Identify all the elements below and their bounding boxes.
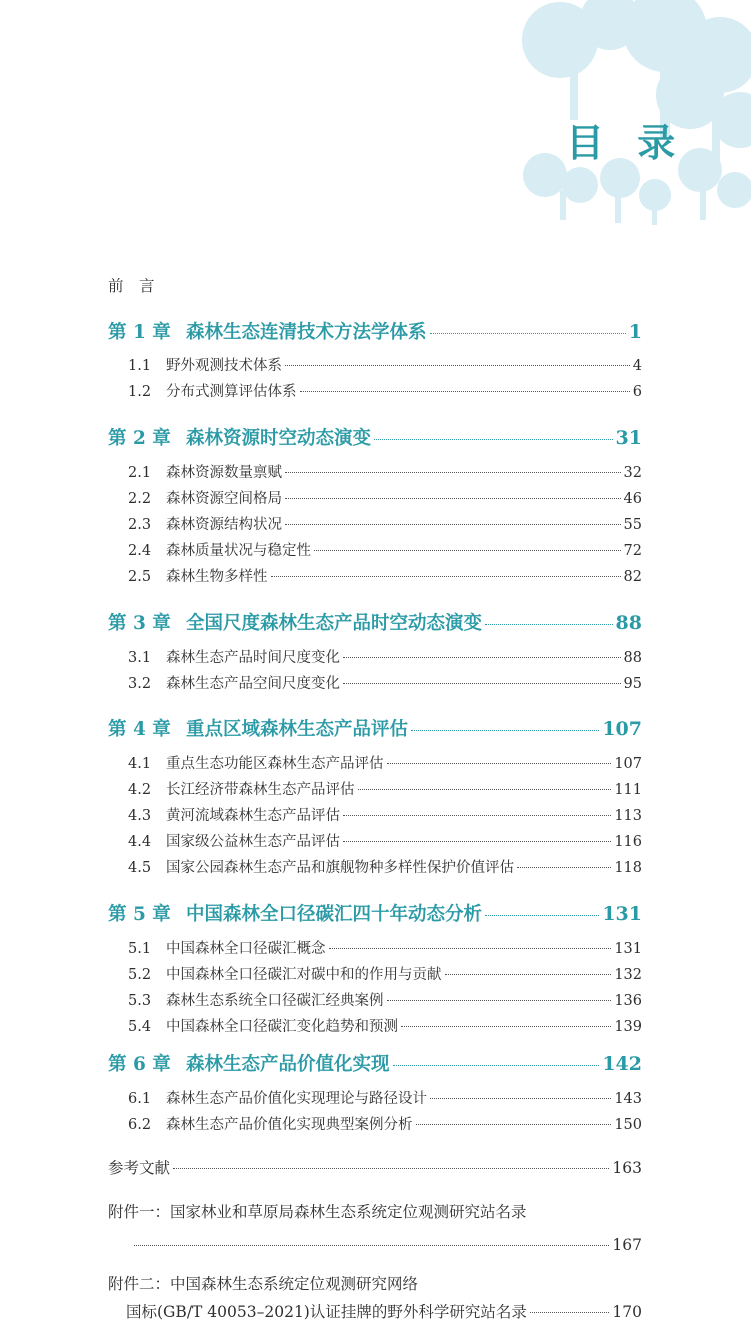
toc-appendix-2[interactable]	[108, 1272, 642, 1322]
leader-dots	[530, 1312, 610, 1313]
section-title: 野外观测技术体系	[166, 358, 282, 374]
section-title: 森林资源结构状况	[166, 517, 282, 533]
section-title: 森林生态产品空间尺度变化	[166, 676, 340, 692]
section-title: 黄河流域森林生态产品评估	[166, 808, 340, 824]
section-title: 森林资源数量禀赋	[166, 465, 282, 481]
page-number: 142	[602, 1053, 642, 1075]
leader-dots	[517, 867, 611, 868]
chapter-title: 重点区域森林生态产品评估	[186, 719, 409, 740]
leader-dots	[374, 439, 613, 440]
page-number: 82	[623, 569, 642, 585]
section-number: 6.1	[128, 1091, 152, 1107]
toc-section[interactable]	[128, 1015, 642, 1036]
leader-dots	[329, 948, 612, 949]
section-title: 中国森林全口径碳汇概念	[166, 941, 326, 957]
page-number: 107	[602, 718, 642, 740]
toc-preface[interactable]: 前 言	[108, 277, 155, 295]
toc-chapter[interactable]	[108, 318, 642, 344]
page-number: 32	[623, 465, 642, 481]
toc-section[interactable]	[128, 461, 642, 482]
page-number: 107	[614, 756, 642, 772]
section-number: 6.2	[128, 1117, 152, 1133]
toc-section[interactable]	[128, 752, 642, 773]
toc-section[interactable]	[128, 539, 642, 560]
leader-dots	[485, 915, 599, 916]
section-number: 4.1	[128, 756, 152, 772]
leader-dots	[430, 333, 626, 334]
section-number: 5.1	[128, 941, 152, 957]
section-number: 5.4	[128, 1019, 152, 1035]
page-number: 111	[614, 782, 642, 798]
leader-dots	[285, 472, 621, 473]
toc-chapter[interactable]	[108, 609, 642, 635]
leader-dots	[387, 763, 612, 764]
section-number: 2.3	[128, 517, 152, 533]
section-title: 长江经济带森林生态产品评估	[166, 782, 355, 798]
section-number: 5.2	[128, 967, 152, 983]
references-title: 参考文献	[108, 1159, 171, 1177]
section-number: 1.2	[128, 384, 152, 400]
leader-dots	[358, 789, 612, 790]
toc-section[interactable]	[128, 856, 642, 877]
page-number: 132	[614, 967, 642, 983]
chapter-title: 森林生态产品价值化实现	[186, 1054, 390, 1075]
appendix-subtitle: 国标(GB/T 40053–2021)认证挂牌的野外科学研究站名录	[126, 1303, 527, 1321]
section-number: 2.2	[128, 491, 152, 507]
toc-chapter[interactable]	[108, 715, 642, 741]
page-number: 163	[612, 1159, 642, 1177]
chapter-number: 第 2 章	[108, 428, 171, 449]
chapter-title: 全国尺度森林生态产品时空动态演变	[186, 613, 483, 634]
section-title: 重点生态功能区森林生态产品评估	[166, 756, 384, 772]
section-title: 森林质量状况与稳定性	[166, 543, 311, 559]
chapter-number: 第 3 章	[108, 613, 171, 634]
page-number: 136	[614, 993, 642, 1009]
page-number: 4	[632, 358, 642, 374]
toc-section[interactable]	[128, 380, 642, 401]
section-number: 3.1	[128, 650, 152, 666]
toc-section[interactable]	[128, 565, 642, 586]
section-title: 国家级公益林生态产品评估	[166, 834, 340, 850]
leader-dots	[173, 1168, 609, 1169]
leader-dots	[416, 1124, 612, 1125]
section-title: 国家公园森林生态产品和旗舰物种多样性保护价值评估	[166, 860, 514, 876]
page-number: 131	[614, 941, 642, 957]
section-title: 中国森林全口径碳汇变化趋势和预测	[166, 1019, 398, 1035]
leader-dots	[445, 974, 612, 975]
page-number: 118	[614, 860, 642, 876]
section-title: 森林生物多样性	[166, 569, 268, 585]
chapter-title: 中国森林全口径碳汇四十年动态分析	[186, 904, 483, 925]
leader-dots	[134, 1245, 609, 1246]
chapter-number: 第 4 章	[108, 719, 171, 740]
leader-dots	[387, 1000, 612, 1001]
toc-section[interactable]	[128, 672, 642, 693]
toc-section[interactable]	[128, 830, 642, 851]
section-number: 3.2	[128, 676, 152, 692]
page-number: 170	[612, 1303, 642, 1321]
section-number: 4.2	[128, 782, 152, 798]
leader-dots	[300, 391, 630, 392]
leader-dots	[285, 498, 621, 499]
page-number: 72	[623, 543, 642, 559]
page-number: 46	[623, 491, 642, 507]
toc-section[interactable]	[128, 778, 642, 799]
page-number: 1	[628, 321, 642, 343]
chapter-number: 第 5 章	[108, 904, 171, 925]
toc-section[interactable]	[128, 804, 642, 825]
toc-references[interactable]	[108, 1156, 642, 1178]
page-number: 116	[614, 834, 642, 850]
section-number: 2.5	[128, 569, 152, 585]
toc-chapter[interactable]	[108, 900, 642, 926]
chapter-number: 第 1 章	[108, 322, 171, 343]
toc-section[interactable]	[128, 1087, 642, 1108]
toc-chapter[interactable]	[108, 424, 642, 450]
section-number: 2.1	[128, 465, 152, 481]
page-number: 143	[614, 1091, 642, 1107]
leader-dots	[411, 730, 599, 731]
chapter-title: 森林生态连清技术方法学体系	[186, 322, 427, 343]
page-number: 167	[612, 1236, 642, 1254]
toc-section[interactable]	[128, 1113, 642, 1134]
section-number: 4.3	[128, 808, 152, 824]
section-title: 森林生态系统全口径碳汇经典案例	[166, 993, 384, 1009]
page-number: 88	[615, 612, 642, 634]
leader-dots	[343, 815, 611, 816]
section-number: 1.1	[128, 358, 152, 374]
leader-dots	[430, 1098, 611, 1099]
toc-section[interactable]	[128, 354, 642, 375]
leader-dots	[314, 550, 621, 551]
leader-dots	[485, 624, 613, 625]
appendix-title: 附件二：中国森林生态系统定位观测研究网络	[108, 1275, 419, 1293]
toc-section[interactable]	[128, 513, 642, 534]
page-number: 88	[623, 650, 642, 666]
toc-chapter[interactable]	[108, 1050, 642, 1076]
leader-dots	[285, 365, 630, 366]
section-title: 中国森林全口径碳汇对碳中和的作用与贡献	[166, 967, 442, 983]
page-number: 150	[614, 1117, 642, 1133]
leader-dots	[401, 1026, 611, 1027]
section-title: 森林生态产品价值化实现典型案例分析	[166, 1117, 413, 1133]
toc-appendix-1[interactable]	[108, 1200, 642, 1254]
section-number: 2.4	[128, 543, 152, 559]
page-title: 目 录	[566, 121, 686, 165]
page-number: 6	[632, 384, 642, 400]
toc-section[interactable]	[128, 487, 642, 508]
leader-dots	[393, 1065, 600, 1066]
section-title: 森林生态产品价值化实现理论与路径设计	[166, 1091, 427, 1107]
page-number: 131	[602, 903, 642, 925]
toc-section[interactable]	[128, 937, 642, 958]
page-number: 139	[614, 1019, 642, 1035]
leader-dots	[271, 576, 621, 577]
page-number: 55	[623, 517, 642, 533]
section-number: 4.5	[128, 860, 152, 876]
section-title: 森林资源空间格局	[166, 491, 282, 507]
page-number: 95	[623, 676, 642, 692]
toc-section[interactable]	[128, 963, 642, 984]
section-title: 森林生态产品时间尺度变化	[166, 650, 340, 666]
section-number: 4.4	[128, 834, 152, 850]
leader-dots	[343, 657, 621, 658]
section-number: 5.3	[128, 993, 152, 1009]
toc-section[interactable]	[128, 989, 642, 1010]
leader-dots	[343, 683, 621, 684]
leader-dots	[343, 841, 611, 842]
section-title: 分布式测算评估体系	[166, 384, 297, 400]
appendix-title: 附件一：国家林业和草原局森林生态系统定位观测研究站名录	[108, 1203, 527, 1221]
leader-dots	[285, 524, 621, 525]
chapter-number: 第 6 章	[108, 1054, 171, 1075]
chapter-title: 森林资源时空动态演变	[186, 428, 372, 449]
toc-section[interactable]	[128, 646, 642, 667]
page-number: 113	[614, 808, 642, 824]
page-number: 31	[615, 427, 642, 449]
